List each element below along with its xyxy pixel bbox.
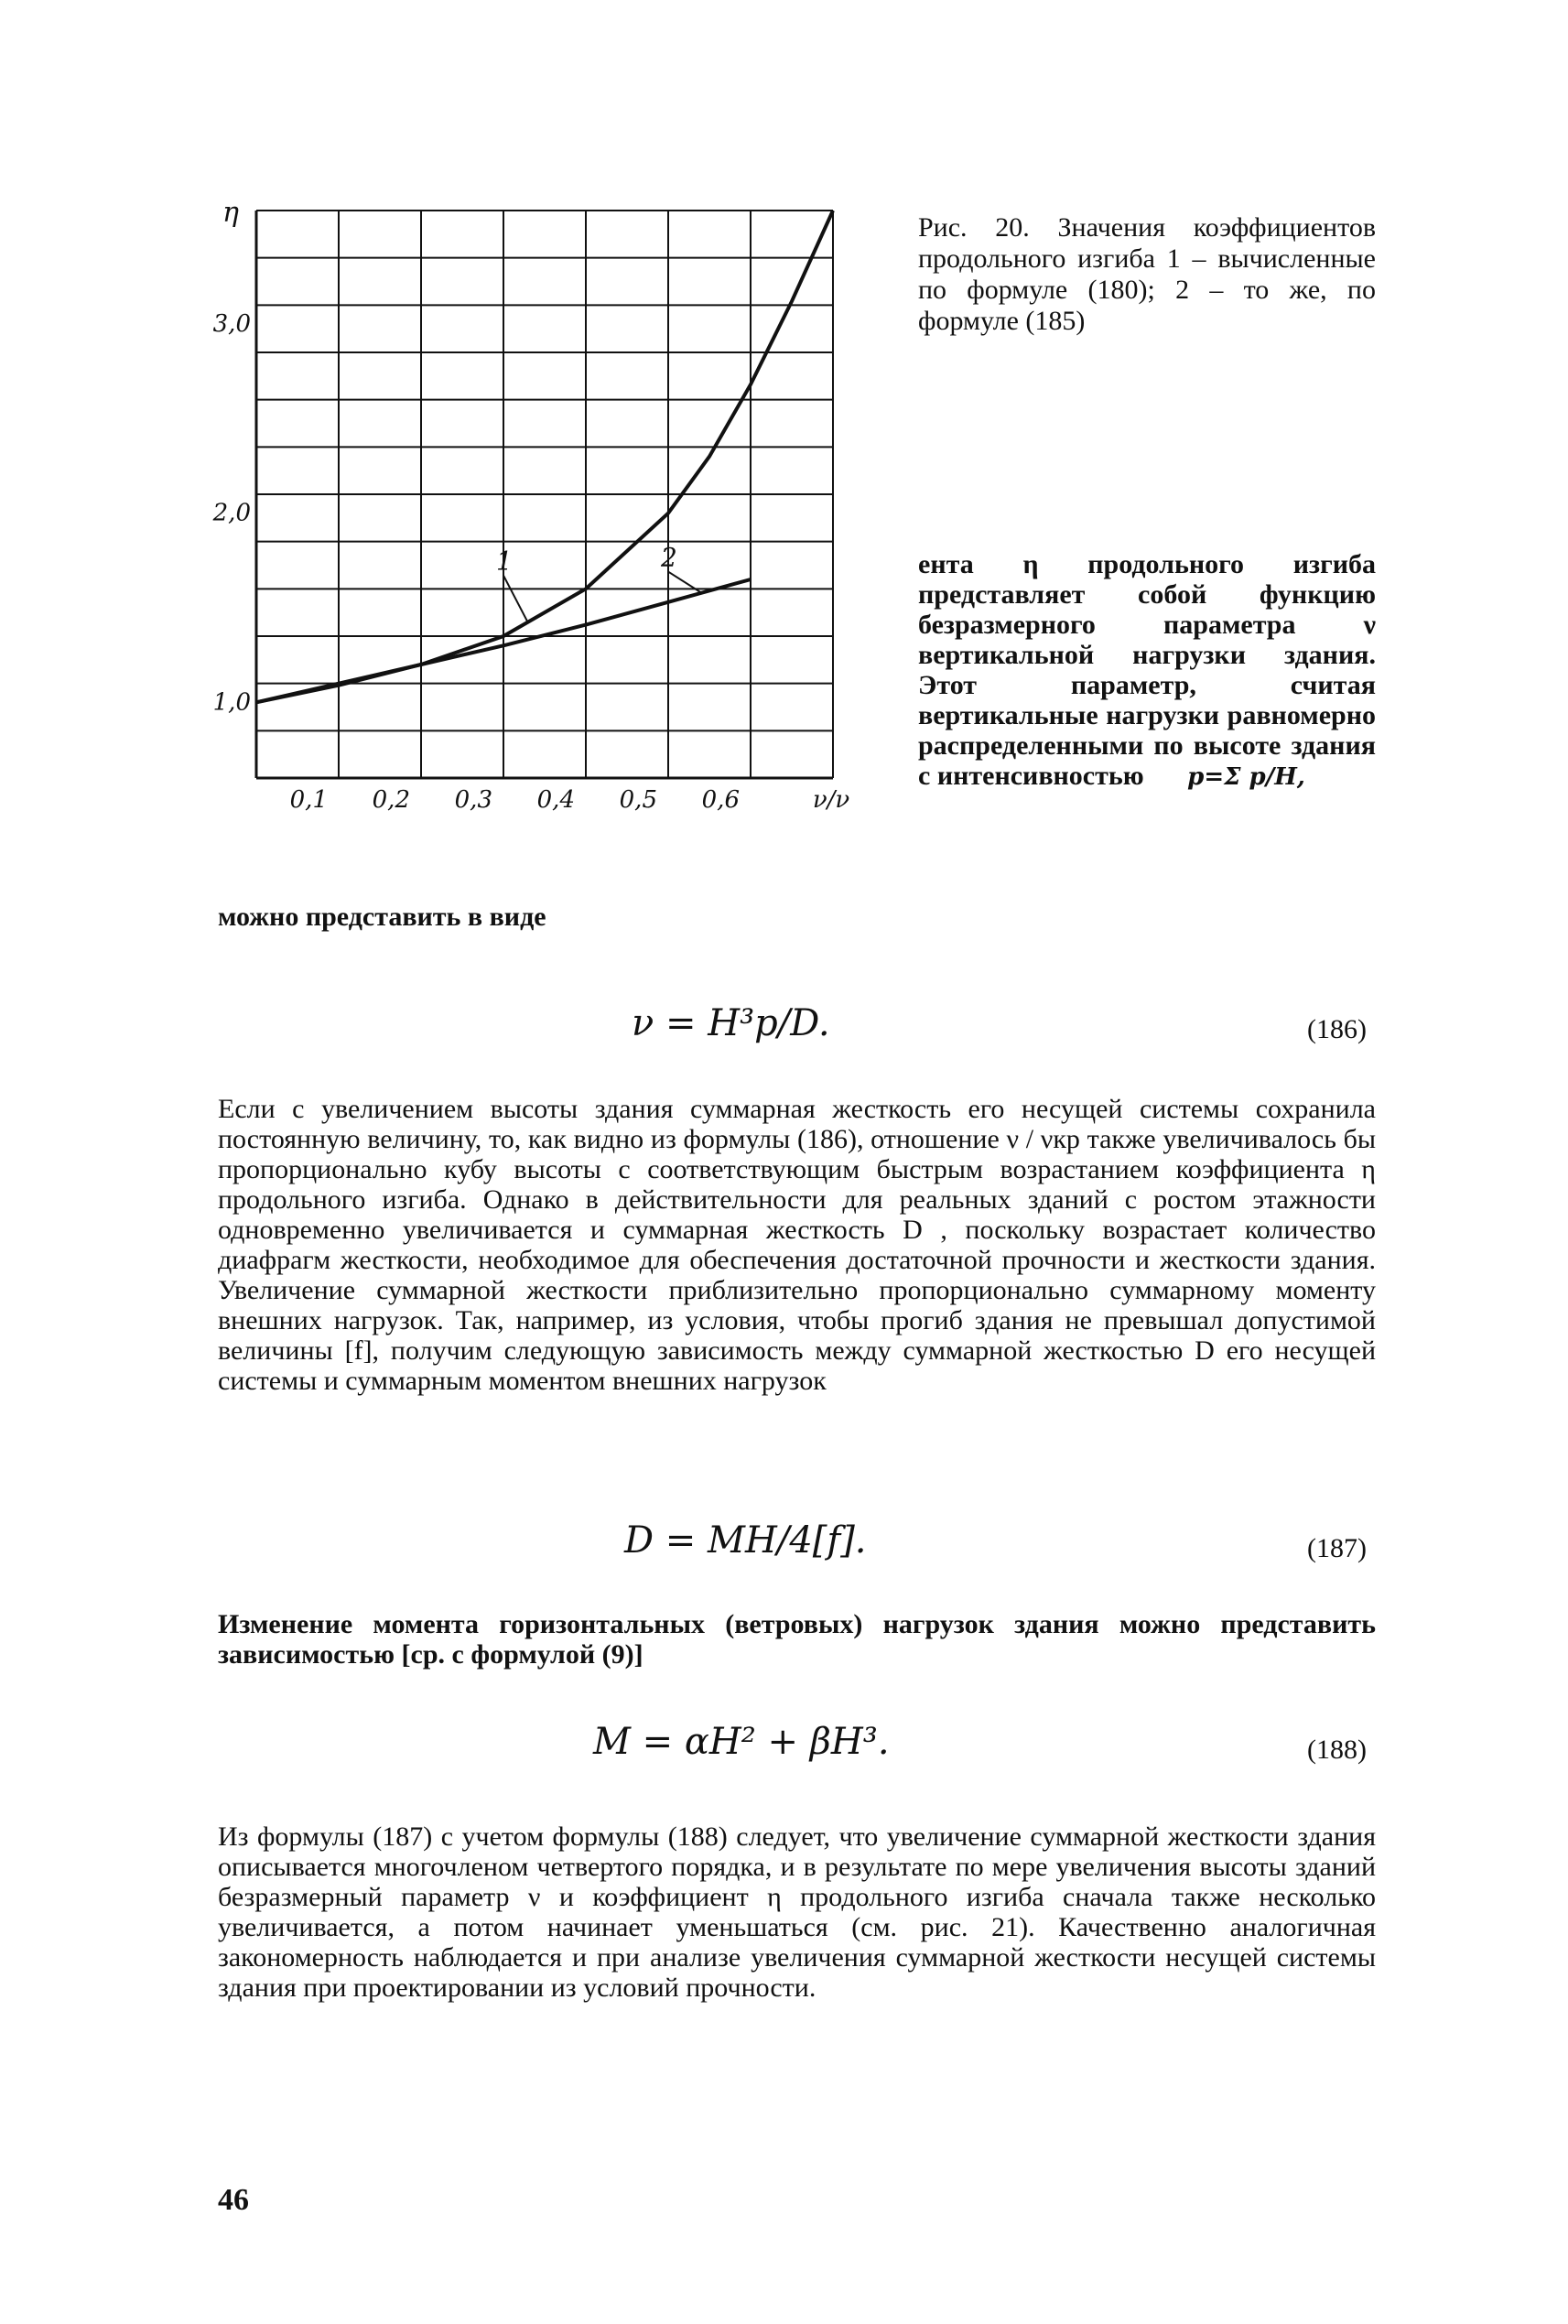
equation-187-number: (187) xyxy=(1307,1533,1367,1563)
y-axis-label: η xyxy=(222,197,239,229)
side-paragraph xyxy=(918,549,1376,793)
paragraph-1: Если с увеличением высоты здания суммарная жесткость его несущей системы сохранила постоянную величину, то, как видно из формулы (186), отношение ν / νкр также увеличивалось бы пропорционально кубу высоты с соответствующим быстрым возрастанием коэффициента η продольного изгиба. Однако в действительности для реальных зданий с ростом этажности одновременно увеличивается и суммарная жесткость D , поскольку возрастает количество диафрагм жесткости, необходимое для обеспечения достаточной прочности и жесткости здания. Увеличение суммарной жесткости приблизительно пропорционально суммарному моменту внешних нагрузок. Так, например, из условия, чтобы прогиб здания не превышал допустимой величины [f], получим следующую зависимость между суммарной жесткостью D его несущей системы и суммарным моментом внешних нагрузок xyxy=(218,1094,1376,1396)
equation-186-number: (186) xyxy=(1307,1014,1367,1044)
figure-20-chart xyxy=(201,192,850,833)
x-tick-label: 0,3 xyxy=(454,786,492,814)
equation-188: M = αH² + βH³. xyxy=(593,1721,890,1763)
paragraph-3: Из формулы (187) с учетом формулы (188) следует, что увеличение суммарной жесткости здания описывается многочленом четвертого порядка, и в результате по мере увеличения высоты зданий безразмерный параметр ν и коэффициент η продольного изгиба сначала также несколько увеличивается, а потом начинает уменьшаться (см. рис. 21). Качественно аналогичная закономерность наблюдается и при анализе увеличения суммарной жесткости несущей системы здания при проектировании из условий прочности. xyxy=(218,1821,1376,2003)
x-axis-label: ν/ν xyxy=(812,786,850,814)
side-formula: p=Σ p/H, xyxy=(1187,763,1305,791)
y-tick-label: 3,0 xyxy=(212,310,251,338)
series-line-1 xyxy=(256,211,833,702)
series-leader-1 xyxy=(503,576,528,623)
paragraph-2: Изменение момента горизонтальных (ветровых) нагрузок здания можно представить зависимостью [ср. с формулой (9)] xyxy=(218,1609,1376,1670)
series-label-2: 2 xyxy=(661,542,677,573)
series-label-1: 1 xyxy=(496,546,513,577)
x-tick-label: 0,2 xyxy=(372,786,410,814)
y-tick-label: 2,0 xyxy=(212,499,251,527)
equation-188-number: (188) xyxy=(1307,1735,1367,1765)
equation-187: D = MH/4[f]. xyxy=(624,1519,867,1562)
x-tick-label: 0,1 xyxy=(289,786,328,814)
equation-186: ν = H³p/D. xyxy=(632,1002,830,1044)
y-tick-label: 1,0 xyxy=(212,688,251,717)
x-tick-label: 0,6 xyxy=(701,786,740,814)
figure-caption: Рис. 20. Значения коэффициентов продольного изгиба 1 – вычисленные по формуле (180); 2 – то же, по формуле (185) xyxy=(918,212,1376,336)
page-number: 46 xyxy=(218,2183,249,2217)
side-text: ента η продольного изгиба представляет собой функцию безразмерного параметра ν вертикальной нагрузки здания. Этот параметр, считая вертикальные нагрузки равномерно распределенными по высоте здания с интенсивностью xyxy=(918,549,1376,791)
intro-line: можно представить в виде xyxy=(218,902,546,932)
x-tick-label: 0,4 xyxy=(536,786,575,814)
x-tick-label: 0,5 xyxy=(619,786,657,814)
